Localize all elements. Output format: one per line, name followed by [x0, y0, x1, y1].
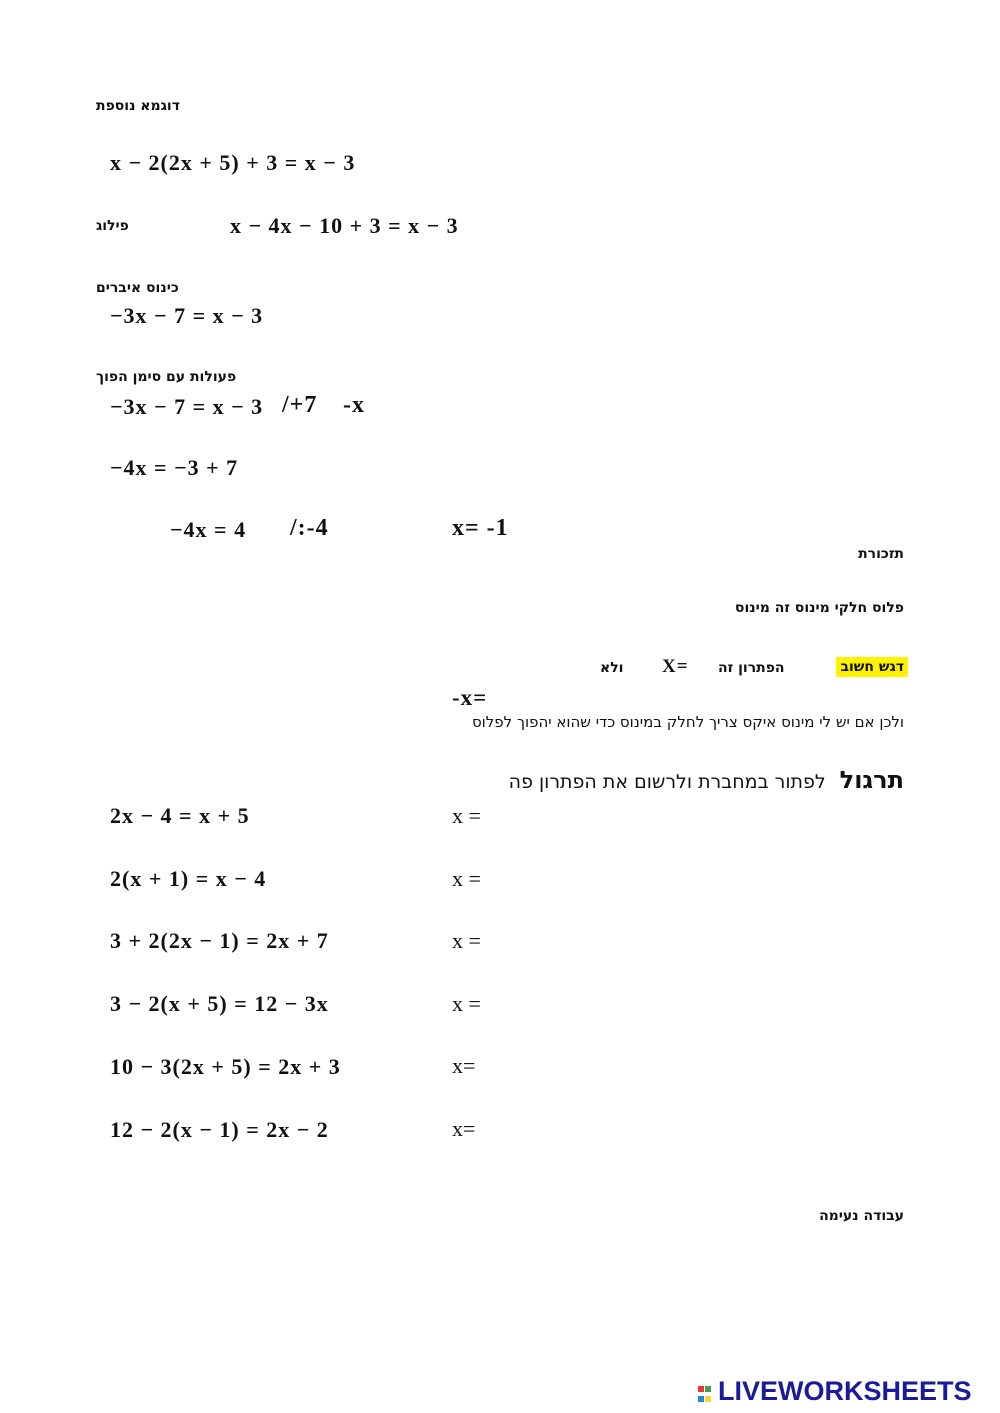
example-equation-3: −3x − 7 = x − 3	[110, 303, 264, 328]
logo-squares-icon	[698, 1386, 716, 1406]
example-equation-2: x − 4x − 10 + 3 = x − 3	[230, 213, 459, 238]
practice-answer-input-4[interactable]	[500, 989, 630, 1015]
logo-text: LIVEWORKSHEETS	[718, 1376, 972, 1406]
example-equation-6: −4x = 4	[170, 517, 247, 542]
example-equation-4: −3x − 7 = x − 3	[110, 394, 264, 419]
step-expand-label: פילוג	[96, 218, 129, 234]
practice-equation-1: 2x − 4 = x + 5	[110, 803, 250, 828]
practice-title: תרגול	[839, 766, 904, 794]
practice-answer-input-3[interactable]	[500, 926, 630, 952]
practice-header	[509, 766, 904, 794]
practice-answer-input-6[interactable]	[490, 1114, 620, 1140]
practice-equation-6: 12 − 2(x − 1) = 2x − 2	[110, 1117, 329, 1142]
practice-equation-4: 3 − 2(x + 5) = 12 − 3x	[110, 991, 329, 1016]
practice-answer-label-6: x=	[452, 1116, 476, 1141]
practice-equation-2: 2(x + 1) = x − 4	[110, 866, 267, 891]
reminder-heading: תזכורת	[858, 546, 904, 562]
liveworksheets-logo	[698, 1376, 972, 1407]
equation-4-operation-add: /+7	[282, 392, 318, 418]
example-equation-5: −4x = −3 + 7	[110, 455, 239, 480]
practice-equation-5: 10 − 3(2x + 5) = 2x + 3	[110, 1054, 341, 1079]
example-equation-1: x − 2(2x + 5) + 3 = x − 3	[110, 150, 356, 175]
equation-6-operation-divide: /:-4	[290, 515, 329, 541]
closing-text: עבודה נעימה	[819, 1208, 904, 1224]
step-collect-label: כינוס איברים	[96, 280, 179, 296]
practice-answer-input-1[interactable]	[500, 801, 630, 827]
step-inverse-label: פעולות עם סימן הפוך	[96, 369, 237, 385]
practice-answer-input-2[interactable]	[500, 864, 630, 890]
important-text-and-not: ולא	[600, 660, 624, 676]
equation-4-operation-subtract: -x	[343, 392, 365, 418]
practice-answer-input-5[interactable]	[490, 1051, 620, 1077]
practice-equation-3: 3 + 2(2x − 1) = 2x + 7	[110, 928, 329, 953]
negative-x-equals: -x=	[452, 685, 488, 710]
practice-answer-label-1: x =	[452, 803, 481, 828]
practice-answer-label-2: x =	[452, 866, 481, 891]
example-heading: דוגמא נוספת	[96, 98, 180, 114]
important-x-equals: X=	[662, 656, 689, 677]
important-label: דגש חשוב	[836, 657, 908, 677]
reminder-explanation: ולכן אם יש לי מינוס איקס צריך לחלק במינוס כדי שהוא יהפוך לפלוס	[471, 713, 904, 731]
practice-answer-label-3: x =	[452, 928, 481, 953]
practice-answer-label-5: x=	[452, 1053, 476, 1078]
example-result: x= -1	[452, 515, 509, 541]
practice-answer-label-4: x =	[452, 991, 481, 1016]
practice-instruction: לפתור במחברת ולרשום את הפתרון פה	[508, 771, 826, 793]
reminder-rule: פלוס חלקי מינוס זה מינוס	[734, 600, 904, 616]
important-text-solution: הפתרון זה	[718, 660, 785, 676]
